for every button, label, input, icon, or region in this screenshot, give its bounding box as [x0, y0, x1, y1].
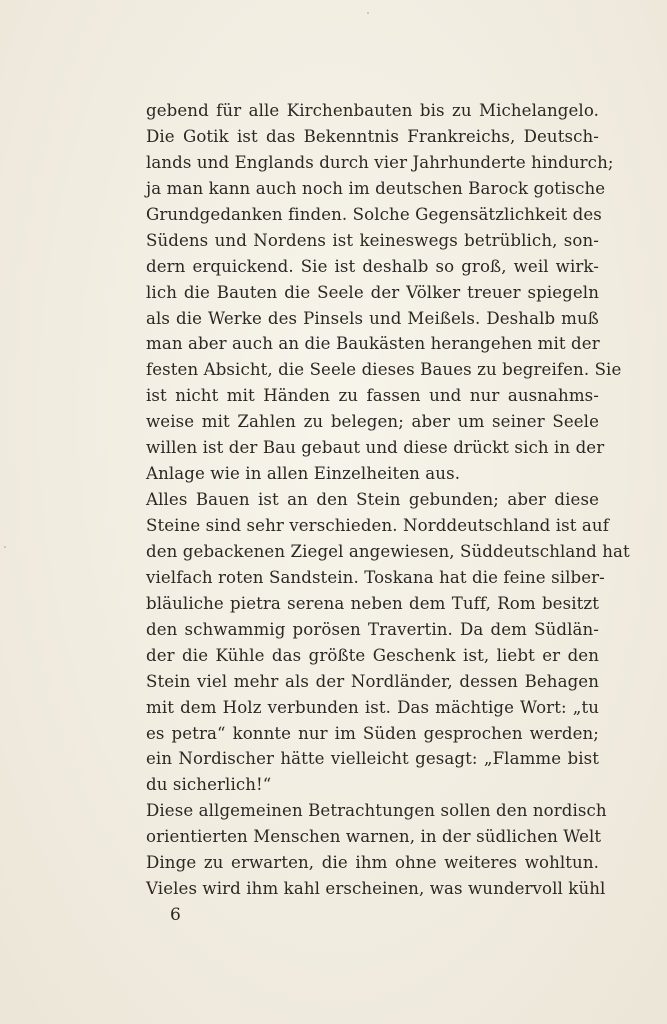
text-line: bläuliche pietra serena neben dem Tuff, Rom besitzt	[146, 593, 599, 613]
text-line: es petra“ konnte nur im Süden gesprochen werden;	[146, 723, 599, 743]
text-line: dern erquickend. Sie ist deshalb so groß, weil wirk-	[146, 256, 599, 276]
paragraph	[146, 487, 630, 798]
text-line: vielfach roten Sandstein. Toskana hat die feine silber-	[146, 567, 605, 587]
paragraph	[146, 798, 607, 902]
text-line: Diese allgemeinen Betrachtungen sollen den nordisch	[146, 801, 607, 821]
text-line: Dinge zu erwarten, die ihm ohne weiteres wohltun.	[146, 853, 599, 873]
text-line: gebend für alle Kirchenbauten bis zu Michelangelo.	[146, 101, 599, 120]
text-line: als die Werke des Pinsels und Meißels. Deshalb muß	[146, 308, 599, 328]
text-line: Südens und Nordens ist keineswegs betrüblich, son-	[146, 230, 599, 250]
paragraph	[146, 98, 622, 487]
text-line: willen ist der Bau gebaut und diese drückt sich in der	[146, 438, 605, 458]
text-line: festen Absicht, die Seele dieses Baues zu begreifen. Sie	[146, 360, 622, 380]
text-line: Die Gotik ist das Bekenntnis Frankreichs, Deutsch-	[146, 126, 599, 146]
text-line: ein Nordischer hätte vielleicht gesagt: „Flamme bist	[146, 749, 599, 769]
page-number: 6	[170, 905, 181, 925]
text-line: ja man kann auch noch im deutschen Barock gotische	[146, 178, 606, 198]
text-line: Stein viel mehr als der Nordländer, dessen Behagen	[146, 671, 599, 691]
text-line: Anlage wie in allen Einzelheiten aus.	[146, 464, 461, 484]
text-line: man aber auch an die Baukästen herangehen mit der	[146, 334, 600, 354]
text-line: mit dem Holz verbunden ist. Das mächtige Wort: „tu	[146, 697, 599, 717]
text-line: weise mit Zahlen zu belegen; aber um seiner Seele	[146, 412, 599, 432]
text-line: Grundgedanken finden. Solche Gegensätzlichkeit des	[146, 204, 602, 224]
text-line: den schwammig porösen Travertin. Da dem Südlän-	[146, 619, 599, 639]
body-text	[146, 98, 630, 902]
text-line: Steine sind sehr verschieden. Norddeutschland ist auf	[146, 516, 609, 535]
paper-speck	[4, 546, 6, 548]
text-line: ist nicht mit Händen zu fassen und nur ausnahms-	[146, 386, 599, 406]
text-line: Alles Bauen ist an den Stein gebunden; aber diese	[146, 490, 599, 510]
text-line: lands und Englands durch vier Jahrhunderte hindurch;	[146, 152, 614, 172]
text-line: Vieles wird ihm kahl erscheinen, was wundervoll kühl	[146, 879, 606, 899]
text-line: lich die Bauten die Seele der Völker treuer spiegeln	[146, 282, 599, 302]
text-line: orientierten Menschen warnen, in der südlichen Welt	[146, 827, 602, 847]
text-line: den gebackenen Ziegel angewiesen, Süddeutschland hat	[146, 541, 630, 561]
text-line: du sicherlich!“	[146, 775, 272, 795]
paper-speck	[367, 12, 369, 14]
text-line: der die Kühle das größte Geschenk ist, liebt er den	[146, 645, 599, 665]
